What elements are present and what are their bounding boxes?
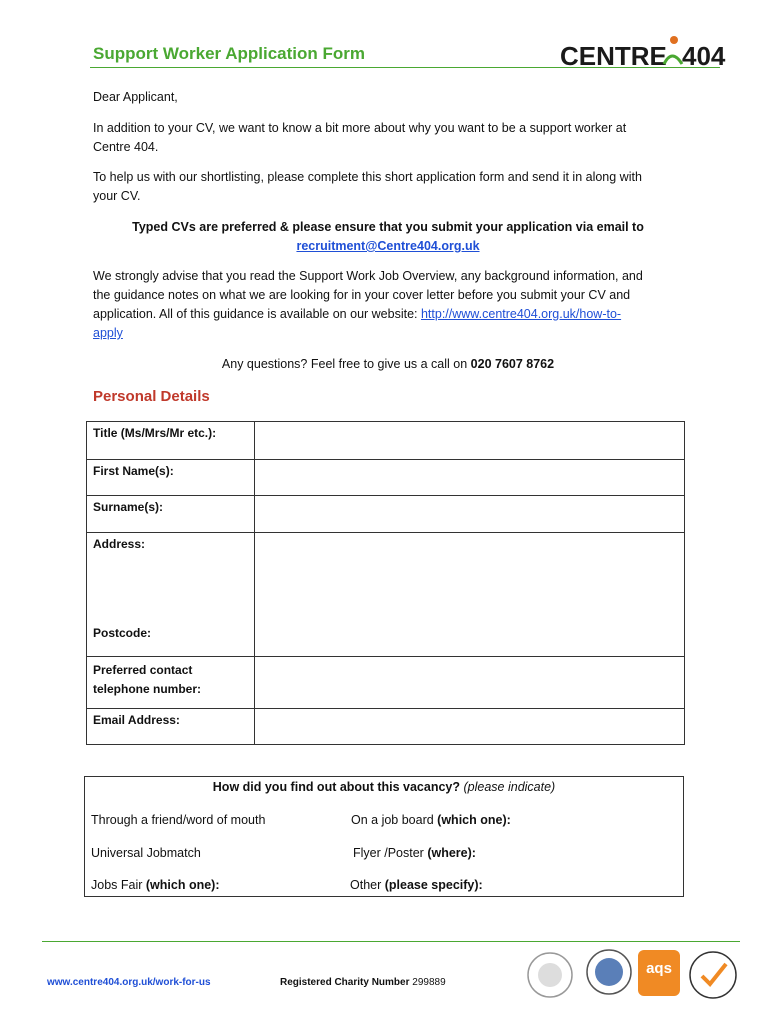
address-cell [87,533,255,657]
table-row [87,460,685,496]
social-care-commitment-badge [520,950,580,1003]
email-label: Email Address: [87,709,255,745]
svg-text:404: 404 [682,41,726,71]
title-field[interactable] [255,422,685,460]
greeting: Dear Applicant, [93,90,178,104]
intro-paragraph-2 [93,168,683,206]
investing-in-volunteers-badge [686,948,740,1005]
option-jobs-fair[interactable] [91,878,220,892]
how-to-apply-link-continued[interactable]: apply [93,326,123,340]
footer-rule [42,941,740,942]
vacancy-source-box [84,776,684,897]
option-flyer-label: Flyer /Poster [353,846,428,860]
questions-line [93,355,683,374]
table-row [87,657,685,709]
surname-field[interactable] [255,496,685,533]
option-job-board-note: (which one): [437,813,511,827]
surname-label: Surname(s): [87,496,255,533]
submission-notice-text: Typed CVs are preferred & please ensure that you submit your application via email to [132,220,644,234]
intro-paragraph-1 [93,119,683,157]
how-to-apply-link[interactable]: http://www.centre404.org.uk/how-to- [420,307,622,321]
phone-label [87,657,255,709]
first-name-label: First Name(s): [87,460,255,496]
option-jobs-fair-note: (which one): [145,878,220,892]
email-field[interactable] [255,709,685,745]
personal-details-heading: Personal Details [93,388,210,405]
address-field[interactable] [255,533,685,657]
option-jobs-fair-label: Jobs Fair [91,878,146,892]
intro-paragraph-1-line-1: In addition to your CV, we want to know a bit more about why you want to be a support worker at [93,121,627,135]
recruitment-email-link[interactable]: recruitment@Centre404.org.uk [296,239,480,253]
intro-paragraph-1-line-2: Centre 404. [93,140,159,154]
address-label: Address: [93,537,146,551]
postcode-label: Postcode: [93,626,152,640]
table-row [87,709,685,745]
advice-line-1: We strongly advise that you read the Support Work Job Overview, any background information, and [93,269,643,283]
option-flyer-poster[interactable] [353,846,476,860]
option-job-board-label: On a job board [351,813,438,827]
page-title: Support Worker Application Form [93,44,366,63]
svg-text:CENTRE: CENTRE [560,41,667,71]
table-row [87,496,685,533]
vacancy-question-note: (please indicate) [463,780,556,794]
footer-website-link[interactable]: www.centre404.org.uk/work-for-us [47,977,211,988]
first-name-field[interactable] [255,460,685,496]
phone-field[interactable] [255,657,685,709]
phone-label-line-2: telephone number: [93,682,202,696]
title-label: Title (Ms/Mrs/Mr etc.): [87,422,255,460]
investors-in-diversity-badge [582,946,637,1004]
option-friend[interactable]: Through a friend/word of mouth [91,813,266,827]
advice-paragraph [93,267,683,343]
phone-label-line-1: Preferred contact [93,663,193,677]
vacancy-question-text: How did you find out about this vacancy? [212,780,461,794]
advice-line-2: the guidance notes on what we are looking for in your cover letter before you submit your CV and [93,288,631,302]
option-flyer-note: (where): [427,846,476,860]
option-other-note: (please specify): [384,878,483,892]
charity-label: Registered Charity Number [280,977,413,988]
personal-details-table [86,421,685,745]
option-other[interactable] [350,878,483,892]
questions-text: Any questions? Feel free to give us a call on [221,357,471,371]
option-job-board[interactable] [351,813,511,827]
submission-notice [93,218,683,256]
charity-number [280,977,446,988]
table-row [87,422,685,460]
intro-paragraph-2-line-2: your CV. [93,189,141,203]
centre404-logo [560,34,730,72]
intro-paragraph-2-line-1: To help us with our shortlisting, please complete this short application form and send it in along with [93,170,642,184]
phone-number: 020 7607 8762 [470,357,555,371]
aqs-badge [638,950,680,996]
option-other-label: Other [350,878,385,892]
charity-number-value: 299889 [412,977,446,988]
table-row [87,533,685,657]
advice-line-3: application. All of this guidance is available on our website: [93,307,421,321]
vacancy-question [85,780,683,794]
option-universal-jobmatch[interactable]: Universal Jobmatch [91,846,201,860]
aqs-badge-text: aqs [646,960,672,977]
